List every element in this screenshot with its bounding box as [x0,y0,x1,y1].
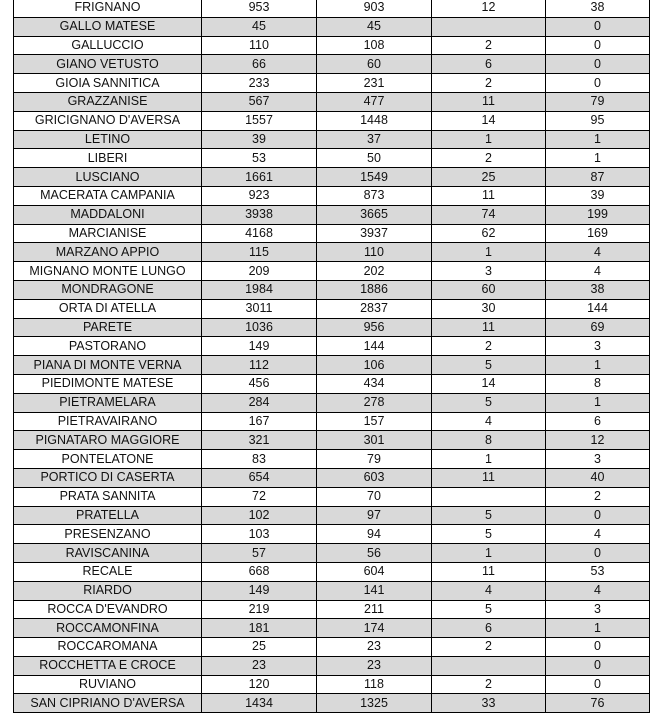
value-col-5-cell: 4 [546,581,650,600]
value-col-5-cell: 4 [546,262,650,281]
value-col-2-cell: 953 [202,0,317,17]
value-col-3-cell: 211 [317,600,432,619]
table-row [14,243,650,262]
value-col-3-cell: 23 [317,656,432,675]
value-col-3-cell: 873 [317,186,432,205]
value-col-5-cell: 3 [546,450,650,469]
value-col-4-cell: 2 [432,675,546,694]
value-col-2-cell: 4168 [202,224,317,243]
value-col-2-cell: 83 [202,450,317,469]
value-col-5-cell: 6 [546,412,650,431]
value-col-3-cell: 1448 [317,111,432,130]
table-row [14,356,650,375]
value-col-3-cell: 278 [317,393,432,412]
municipality-name-cell: RIARDO [14,581,202,600]
value-col-4-cell: 5 [432,393,546,412]
table-row [14,638,650,657]
value-col-2-cell: 45 [202,17,317,36]
value-col-4-cell: 14 [432,374,546,393]
table-row [14,412,650,431]
value-col-3-cell: 1549 [317,168,432,187]
value-col-4-cell: 5 [432,506,546,525]
value-col-3-cell: 1886 [317,280,432,299]
value-col-2-cell: 167 [202,412,317,431]
municipality-name-cell: PONTELATONE [14,450,202,469]
value-col-4-cell: 25 [432,168,546,187]
value-col-2-cell: 3011 [202,299,317,318]
value-col-5-cell: 3 [546,337,650,356]
value-col-2-cell: 284 [202,393,317,412]
table-row [14,0,650,17]
municipality-name-cell: ROCCAMONFINA [14,619,202,638]
value-col-2-cell: 209 [202,262,317,281]
value-col-5-cell: 0 [546,36,650,55]
value-col-4-cell: 14 [432,111,546,130]
value-col-2-cell: 567 [202,92,317,111]
municipality-name-cell: PRATELLA [14,506,202,525]
value-col-2-cell: 1036 [202,318,317,337]
value-col-2-cell: 3938 [202,205,317,224]
value-col-3-cell: 106 [317,356,432,375]
value-col-4-cell: 2 [432,337,546,356]
value-col-5-cell: 199 [546,205,650,224]
value-col-2-cell: 115 [202,243,317,262]
value-col-5-cell: 38 [546,0,650,17]
value-col-5-cell: 144 [546,299,650,318]
municipality-name-cell: GALLO MATESE [14,17,202,36]
value-col-2-cell: 72 [202,487,317,506]
value-col-2-cell: 1434 [202,694,317,713]
municipality-name-cell: MARCIANISE [14,224,202,243]
value-col-2-cell: 1557 [202,111,317,130]
table-row [14,299,650,318]
value-col-2-cell: 112 [202,356,317,375]
municipality-name-cell: LETINO [14,130,202,149]
municipality-name-cell: ORTA DI ATELLA [14,299,202,318]
value-col-3-cell: 50 [317,149,432,168]
value-col-4-cell [432,487,546,506]
value-col-3-cell: 70 [317,487,432,506]
value-col-4-cell: 4 [432,581,546,600]
value-col-2-cell: 219 [202,600,317,619]
value-col-4-cell: 62 [432,224,546,243]
table-row [14,74,650,93]
municipality-name-cell: GIOIA SANNITICA [14,74,202,93]
value-col-5-cell: 0 [546,17,650,36]
table-row [14,55,650,74]
value-col-5-cell: 4 [546,525,650,544]
value-col-2-cell: 25 [202,638,317,657]
table-row [14,36,650,55]
value-col-4-cell: 6 [432,619,546,638]
table-row [14,130,650,149]
value-col-4-cell: 3 [432,262,546,281]
value-col-5-cell: 169 [546,224,650,243]
table-row [14,92,650,111]
value-col-2-cell: 53 [202,149,317,168]
value-col-2-cell: 1984 [202,280,317,299]
value-col-3-cell: 603 [317,468,432,487]
municipality-name-cell: MARZANO APPIO [14,243,202,262]
value-col-4-cell: 33 [432,694,546,713]
municipality-name-cell: PRESENZANO [14,525,202,544]
value-col-4-cell: 5 [432,356,546,375]
value-col-3-cell: 141 [317,581,432,600]
value-col-2-cell: 102 [202,506,317,525]
value-col-4-cell: 2 [432,638,546,657]
value-col-5-cell: 1 [546,619,650,638]
value-col-3-cell: 2837 [317,299,432,318]
value-col-4-cell: 11 [432,468,546,487]
table-row [14,525,650,544]
value-col-3-cell: 94 [317,525,432,544]
value-col-2-cell: 110 [202,36,317,55]
table-row [14,318,650,337]
value-col-4-cell: 1 [432,544,546,563]
value-col-4-cell: 1 [432,243,546,262]
value-col-2-cell: 149 [202,581,317,600]
value-col-5-cell: 0 [546,506,650,525]
municipality-name-cell: GIANO VETUSTO [14,55,202,74]
value-col-4-cell: 12 [432,0,546,17]
table-row [14,600,650,619]
municipality-name-cell: MONDRAGONE [14,280,202,299]
value-col-5-cell: 38 [546,280,650,299]
municipality-name-cell: PIANA DI MONTE VERNA [14,356,202,375]
value-col-5-cell: 79 [546,92,650,111]
municipality-name-cell: ROCCA D'EVANDRO [14,600,202,619]
value-col-5-cell: 2 [546,487,650,506]
municipality-name-cell: GALLUCCIO [14,36,202,55]
table-row [14,544,650,563]
value-col-5-cell: 0 [546,675,650,694]
value-col-4-cell: 5 [432,525,546,544]
municipality-name-cell: SAN CIPRIANO D'AVERSA [14,694,202,713]
table-row [14,17,650,36]
table-row [14,675,650,694]
value-col-3-cell: 108 [317,36,432,55]
municipality-name-cell: MIGNANO MONTE LUNGO [14,262,202,281]
value-col-2-cell: 181 [202,619,317,638]
value-col-2-cell: 39 [202,130,317,149]
municipality-name-cell: ROCCHETTA E CROCE [14,656,202,675]
value-col-4-cell: 1 [432,450,546,469]
value-col-2-cell: 1661 [202,168,317,187]
table-row [14,468,650,487]
table-row [14,186,650,205]
municipality-name-cell: PIETRAVAIRANO [14,412,202,431]
value-col-4-cell [432,17,546,36]
value-col-3-cell: 956 [317,318,432,337]
municipality-name-cell: GRAZZANISE [14,92,202,111]
municipality-name-cell: PORTICO DI CASERTA [14,468,202,487]
value-col-3-cell: 79 [317,450,432,469]
value-col-2-cell: 103 [202,525,317,544]
value-col-3-cell: 903 [317,0,432,17]
value-col-5-cell: 0 [546,656,650,675]
value-col-4-cell: 2 [432,74,546,93]
value-col-3-cell: 110 [317,243,432,262]
table-row [14,337,650,356]
value-col-5-cell: 76 [546,694,650,713]
municipality-name-cell: PARETE [14,318,202,337]
value-col-5-cell: 0 [546,55,650,74]
municipality-name-cell: GRICIGNANO D'AVERSA [14,111,202,130]
value-col-4-cell: 30 [432,299,546,318]
table-row [14,562,650,581]
value-col-4-cell: 11 [432,562,546,581]
table-row [14,262,650,281]
value-col-3-cell: 37 [317,130,432,149]
municipality-name-cell: LIBERI [14,149,202,168]
value-col-4-cell: 6 [432,55,546,74]
municipality-name-cell: PIGNATARO MAGGIORE [14,431,202,450]
value-col-4-cell: 2 [432,36,546,55]
value-col-2-cell: 654 [202,468,317,487]
table-row [14,374,650,393]
value-col-5-cell: 1 [546,130,650,149]
value-col-5-cell: 40 [546,468,650,487]
value-col-3-cell: 45 [317,17,432,36]
table-row [14,506,650,525]
value-col-5-cell: 87 [546,168,650,187]
value-col-3-cell: 434 [317,374,432,393]
municipality-data-table [13,0,650,713]
table-row [14,450,650,469]
value-col-3-cell: 3665 [317,205,432,224]
value-col-3-cell: 174 [317,619,432,638]
value-col-5-cell: 1 [546,149,650,168]
value-col-5-cell: 1 [546,356,650,375]
municipality-name-cell: PIETRAMELARA [14,393,202,412]
table-row [14,224,650,243]
value-col-2-cell: 149 [202,337,317,356]
value-col-5-cell: 8 [546,374,650,393]
table-row [14,168,650,187]
value-col-3-cell: 60 [317,55,432,74]
value-col-4-cell: 11 [432,186,546,205]
value-col-3-cell: 604 [317,562,432,581]
table-row [14,487,650,506]
value-col-5-cell: 95 [546,111,650,130]
value-col-3-cell: 202 [317,262,432,281]
value-col-4-cell: 11 [432,318,546,337]
table-row [14,656,650,675]
value-col-2-cell: 120 [202,675,317,694]
value-col-4-cell: 11 [432,92,546,111]
value-col-2-cell: 456 [202,374,317,393]
value-col-2-cell: 57 [202,544,317,563]
municipality-name-cell: ROCCAROMANA [14,638,202,657]
table-row [14,280,650,299]
table-row [14,111,650,130]
value-col-5-cell: 3 [546,600,650,619]
value-col-3-cell: 3937 [317,224,432,243]
value-col-4-cell: 8 [432,431,546,450]
table-body [14,0,650,713]
value-col-4-cell: 74 [432,205,546,224]
municipality-name-cell: MACERATA CAMPANIA [14,186,202,205]
value-col-5-cell: 69 [546,318,650,337]
value-col-2-cell: 321 [202,431,317,450]
table-row [14,619,650,638]
value-col-5-cell: 1 [546,393,650,412]
value-col-2-cell: 23 [202,656,317,675]
value-col-4-cell: 4 [432,412,546,431]
value-col-5-cell: 0 [546,544,650,563]
value-col-2-cell: 66 [202,55,317,74]
table-row [14,393,650,412]
value-col-4-cell: 5 [432,600,546,619]
value-col-5-cell: 0 [546,638,650,657]
value-col-3-cell: 97 [317,506,432,525]
value-col-3-cell: 23 [317,638,432,657]
table-row [14,581,650,600]
municipality-table-sheet [13,0,649,713]
municipality-name-cell: RECALE [14,562,202,581]
value-col-4-cell [432,656,546,675]
value-col-2-cell: 668 [202,562,317,581]
value-col-4-cell: 60 [432,280,546,299]
value-col-5-cell: 53 [546,562,650,581]
municipality-name-cell: PIEDIMONTE MATESE [14,374,202,393]
municipality-name-cell: PRATA SANNITA [14,487,202,506]
table-row [14,694,650,713]
value-col-2-cell: 233 [202,74,317,93]
table-row [14,431,650,450]
value-col-5-cell: 0 [546,74,650,93]
value-col-3-cell: 1325 [317,694,432,713]
value-col-4-cell: 1 [432,130,546,149]
municipality-name-cell: MADDALONI [14,205,202,224]
value-col-2-cell: 923 [202,186,317,205]
value-col-3-cell: 144 [317,337,432,356]
value-col-3-cell: 56 [317,544,432,563]
value-col-5-cell: 4 [546,243,650,262]
value-col-5-cell: 39 [546,186,650,205]
value-col-4-cell: 2 [432,149,546,168]
value-col-3-cell: 477 [317,92,432,111]
municipality-name-cell: RAVISCANINA [14,544,202,563]
value-col-3-cell: 301 [317,431,432,450]
table-row [14,149,650,168]
value-col-3-cell: 118 [317,675,432,694]
municipality-name-cell: FRIGNANO [14,0,202,17]
value-col-3-cell: 157 [317,412,432,431]
value-col-5-cell: 12 [546,431,650,450]
value-col-3-cell: 231 [317,74,432,93]
municipality-name-cell: PASTORANO [14,337,202,356]
municipality-name-cell: LUSCIANO [14,168,202,187]
table-row [14,205,650,224]
municipality-name-cell: RUVIANO [14,675,202,694]
